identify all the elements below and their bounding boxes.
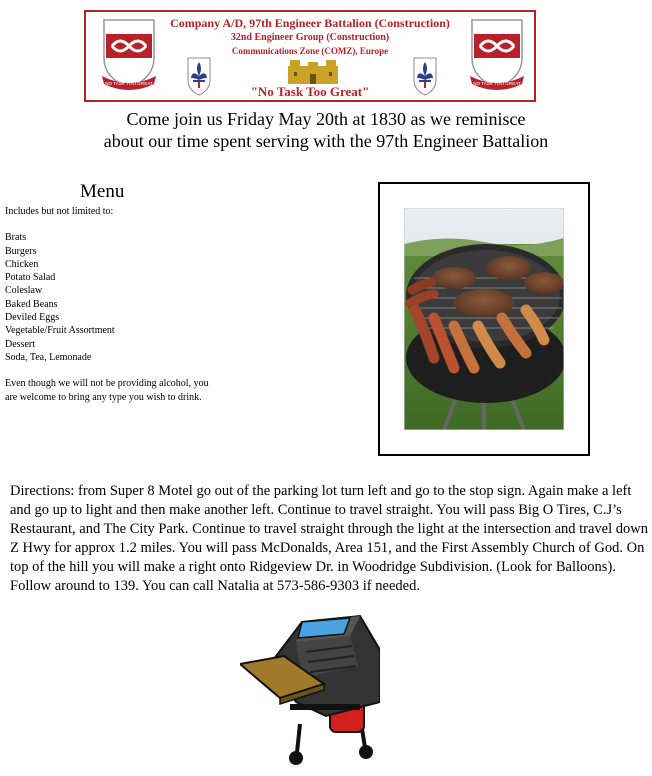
banner-group-name: 32nd Engineer Group (Construction) [230, 32, 390, 43]
menu-item: Coleslaw [5, 285, 43, 297]
directions-text: Directions: from Super 8 Motel go out of the parking lot turn left and go to the stop sign. Again make a left and go up to light and then make another left. Continue to travel straight. You will pass Big O Tires, C.J’s Restaurant, and The City Park. Continue to travel straight through the light at the intersection and travel down Z Hwy for approx 1.2 miles. You will pass McDonalds, Area 151, and the First Assembly Church of God. On top of the hill you will make a right onto Ridgeview Dr. in Woodridge Subdivision. (Look for Balloons). Follow around to 139. You can call Natalia at 573-586-9303 if needed. [10, 483, 648, 594]
alcohol-note: Even though we will not be providing alcohol, you are welcome to bring any type you wish to drink. [5, 378, 209, 403]
grill-clipart [240, 606, 380, 766]
unit-banner [84, 10, 536, 102]
menu-title: Menu [80, 181, 125, 202]
menu-item: Brats [5, 232, 27, 244]
crest-motto-text: NO TASK TOO GREAT [473, 81, 521, 86]
menu-section [5, 205, 235, 404]
banner-motto: "No Task Too Great" [250, 84, 370, 99]
bbq-grill-photo [404, 208, 564, 430]
menu-item: Vegetable/Fruit Assortment [5, 325, 115, 337]
banner-command-name: Communications Zone (COMZ), Europe [231, 46, 389, 56]
banner-unit-name: Company A/D, 97th Engineer Battalion (Construction) [170, 16, 450, 30]
menu-item: Soda, Tea, Lemonade [5, 351, 92, 363]
menu-item: Burgers [5, 245, 37, 257]
headline-line-1: Come join us Friday May 20th at 1830 as we reminisce [126, 109, 526, 129]
crest-motto-text: NO TASK TOO GREAT [105, 81, 153, 86]
menu-item: Deviled Eggs [5, 312, 60, 324]
menu-item: Baked Beans [5, 298, 58, 310]
menu-intro: Includes but not limited to: [5, 206, 114, 217]
menu-list [5, 231, 235, 364]
menu-item: Potato Salad [5, 272, 56, 284]
menu-item: Dessert [5, 338, 35, 350]
invitation-headline [0, 108, 652, 152]
headline-line-2: about our time spent serving with the 97th Engineer Battalion [103, 131, 549, 151]
menu-item: Chicken [5, 258, 39, 270]
engineer-castle-icon [286, 56, 340, 86]
